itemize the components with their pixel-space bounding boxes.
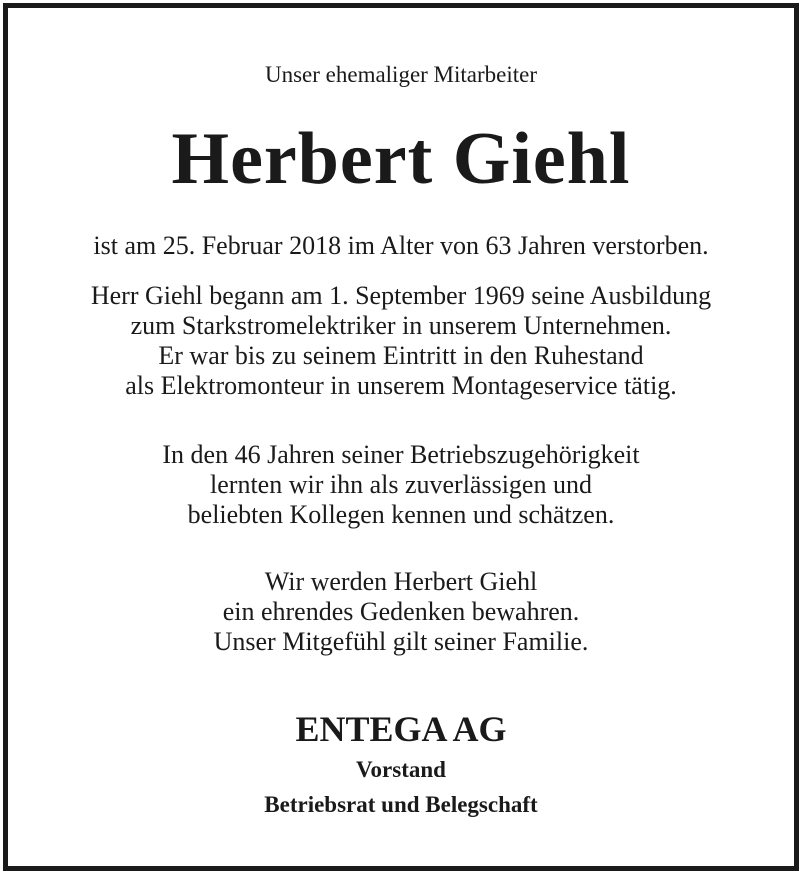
memory-line: Unser Mitgefühl gilt seiner Familie.	[213, 627, 589, 656]
career-paragraph	[8, 281, 794, 401]
staff-signature: Betriebsrat und Belegschaft	[264, 792, 538, 817]
deceased-name: Herbert Giehl	[171, 118, 631, 200]
notice-frame	[3, 3, 799, 871]
company-name: ENTEGA AG	[295, 709, 507, 749]
memory-line: Wir werden Herbert Giehl	[264, 567, 538, 596]
career-line: zum Starkstromelektriker in unserem Unternehmen.	[130, 311, 672, 340]
obituary-notice	[8, 8, 794, 866]
board-signature: Vorstand	[356, 757, 446, 782]
career-line: Er war bis zu seinem Eintritt in den Ruhestand	[158, 341, 644, 370]
tribute-line: beliebten Kollegen kennen und schätzen.	[187, 500, 615, 529]
memory-paragraph	[8, 567, 794, 657]
career-line: Herr Giehl begann am 1. September 1969 seine Ausbildung	[90, 281, 712, 310]
career-line: als Elektromonteur in unserem Montageservice tätig.	[125, 371, 677, 400]
tribute-paragraph	[8, 440, 794, 530]
memory-line: ein ehrendes Gedenken bewahren.	[222, 597, 580, 626]
death-paragraph	[8, 231, 794, 261]
tribute-line: In den 46 Jahren seiner Betriebszugehörigkeit	[162, 440, 640, 469]
death-line: ist am 25. Februar 2018 im Alter von 63 Jahren verstorben.	[93, 231, 709, 260]
intro-line: Unser ehemaliger Mitarbeiter	[264, 62, 538, 87]
tribute-line: lernten wir ihn als zuverlässigen und	[210, 470, 592, 499]
